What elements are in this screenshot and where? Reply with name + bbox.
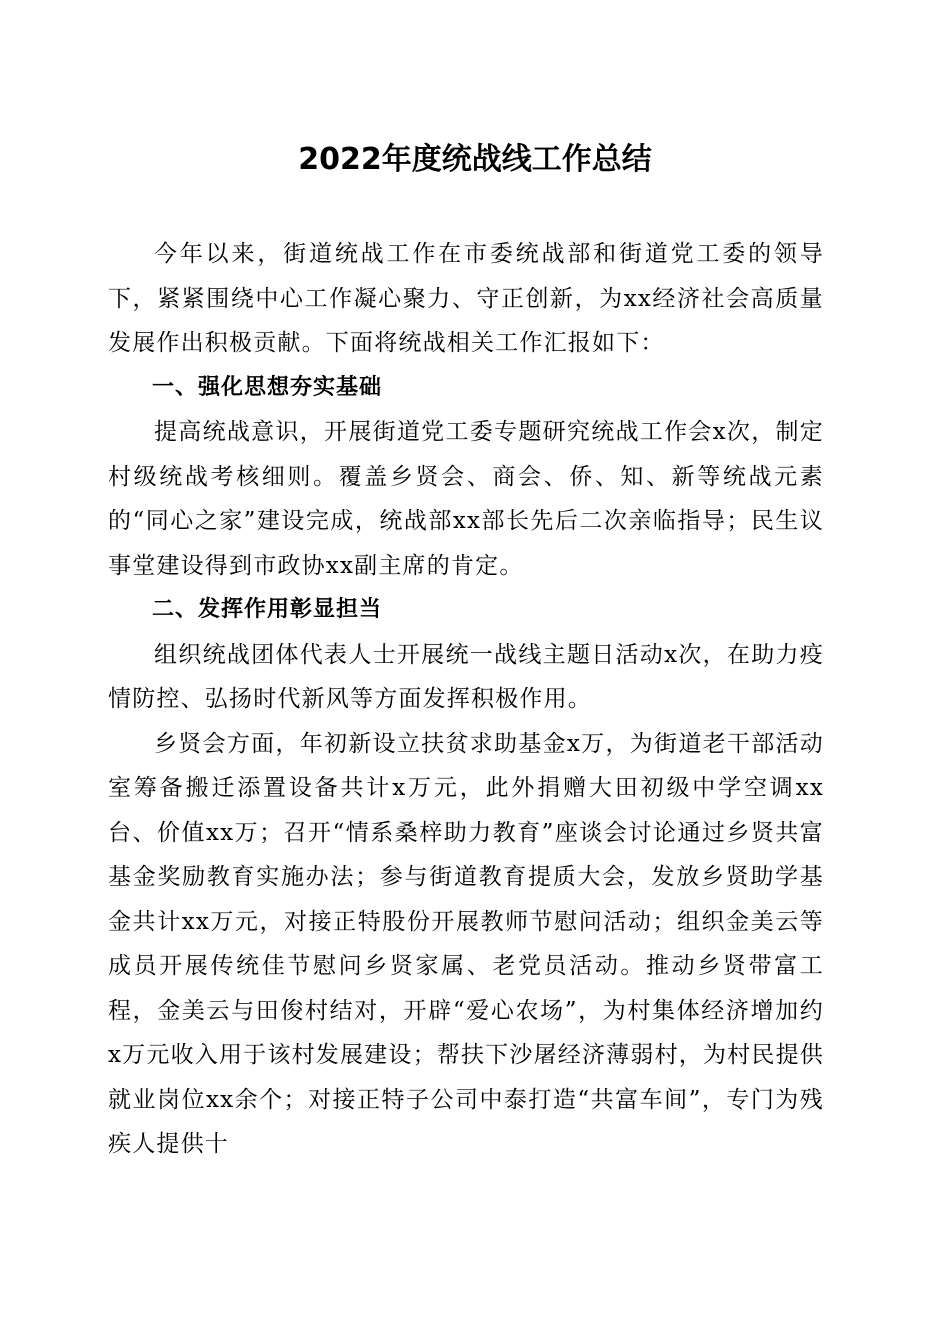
section-2-paragraph-2: 乡贤会方面，年初新设立扶贫求助基金x万，为街道老干部活动室筹备搬迁添置设备共计x万元，此外捐赠大田初级中学空调xx台、价值xx万；召开“情系桑梓助力教育”座谈会讨论通过乡贤共富基金奖励教育实施办法；参与街道教育提质大会，发放乡贤助学基金共计xx万元，对接正特股份开展教师节慰问活动；组织金美云等成员开展传统佳节慰问乡贤家属、老党员活动。推动乡贤带富工程，金美云与田俊村结对，开辟“爱心农场”，为村集体经济增加约x万元收入用于该村发展建设；帮扶下沙屠经济薄弱村，为村民提供就业岗位xx余个；对接正特子公司中泰打造“共富车间”，专门为残疾人提供十	[108, 730, 824, 1157]
section-heading-2: 二、发挥作用彰显担当	[152, 597, 383, 622]
document-title: 2022年度统战线工作总结	[298, 142, 652, 177]
section-heading-1: 一、强化思想夯实基础	[152, 374, 383, 400]
section-2-paragraph-1: 组织统战团体代表人士开展统一战线主题日活动x次，在助力疫情防控、弘扬时代新风等方面发挥积极作用。	[108, 641, 824, 712]
section-1-paragraph: 提高统战意识，开展街道党工委专题研究统战工作会x次，制定村级统战考核细则。覆盖乡贤会、商会、侨、知、新等统战元素的“同心之家”建设完成，统战部xx部长先后二次亲临指导；民生议事堂建设得到市政协xx副主席的肯定。	[108, 419, 824, 579]
intro-paragraph: 今年以来，街道统战工作在市委统战部和街道党工委的领导下，紧紧围绕中心工作凝心聚力、守正创新，为xx经济社会高质量发展作出积极贡献。下面将统战相关工作汇报如下：	[108, 241, 824, 356]
document-body	[108, 232, 824, 1167]
